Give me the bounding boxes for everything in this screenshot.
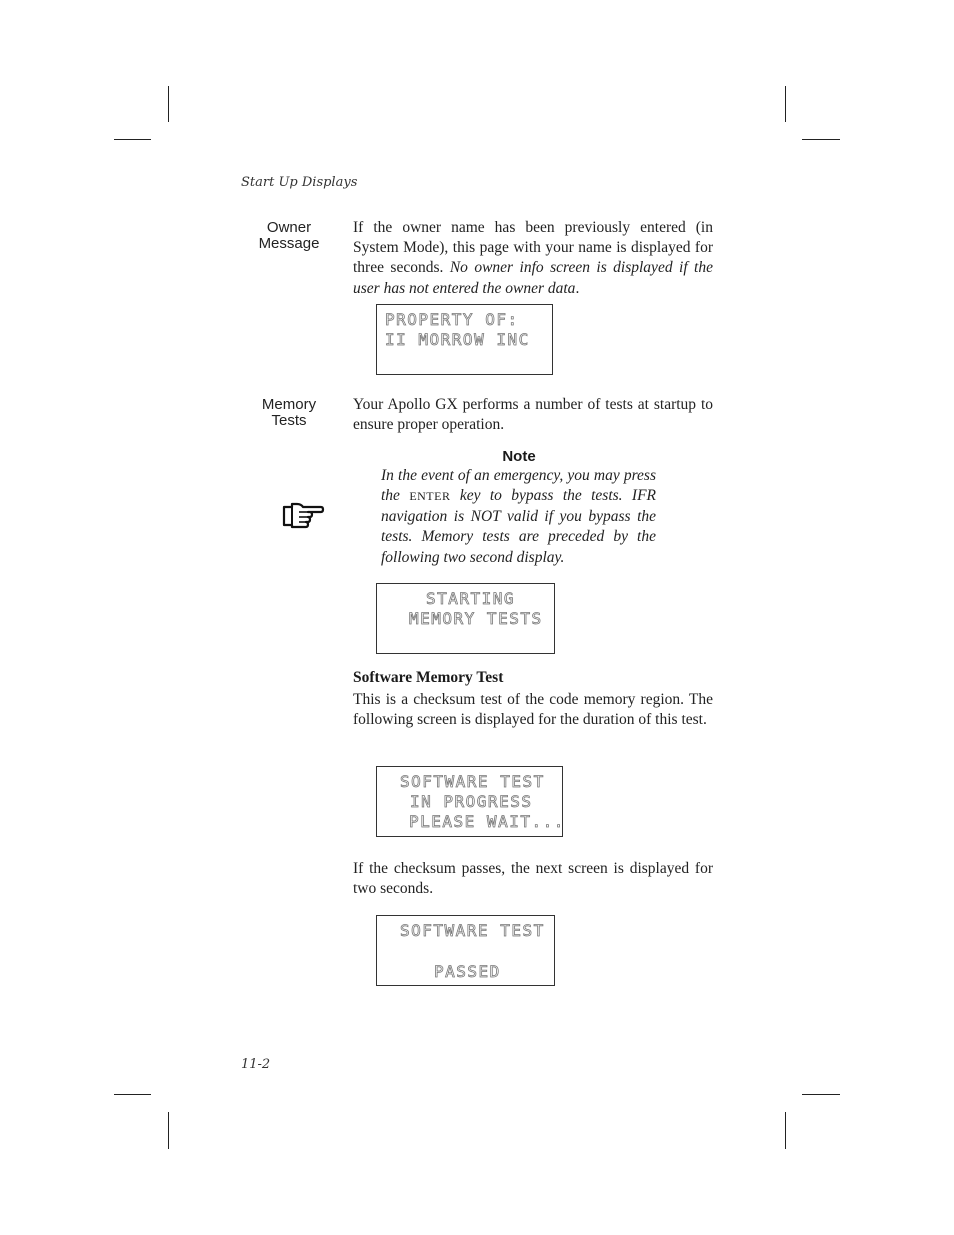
note-title: Note: [502, 448, 536, 465]
lcd-line: II MORROW INC: [385, 330, 530, 349]
lcd-software-test-passed: [376, 915, 555, 986]
note-text: key to bypass the tests. IFR navigation is NOT valid if you bypass the tests. Memory tests are preceded by the following two second display.: [381, 487, 657, 566]
crop-mark: [168, 1112, 169, 1149]
lcd-software-test-progress: [376, 766, 563, 837]
lcd-line: PLEASE WAIT...: [409, 812, 565, 831]
side-label-line: Message: [258, 235, 320, 252]
body-text: If the owner name has been previously entered (in System Mode), this page with your name is displayed for three seconds.: [353, 219, 713, 277]
lcd-owner-screen: [376, 304, 553, 375]
crop-mark: [785, 1112, 786, 1149]
running-header: Start Up Displays: [241, 175, 358, 190]
lcd-line: IN PROGRESS: [410, 792, 533, 811]
pointing-hand-icon: [281, 500, 325, 530]
lcd-starting-memory-tests: [376, 583, 555, 654]
lcd-line: SOFTWARE TEST: [400, 921, 545, 940]
side-label-memory-tests: [248, 397, 330, 429]
lcd-line: SOFTWARE TEST: [400, 772, 545, 791]
software-test-paragraph: This is a checksum test of the code memory region. The following screen is displayed for the duration of this test.: [353, 691, 713, 729]
side-label-line: Memory: [261, 396, 317, 413]
crop-mark: [114, 139, 151, 140]
lcd-line: PROPERTY OF:: [385, 310, 519, 329]
lcd-line: PASSED: [434, 962, 501, 981]
crop-mark: [802, 1094, 840, 1095]
owner-message-paragraph: [353, 218, 713, 299]
crop-mark: [802, 139, 840, 140]
checksum-pass-paragraph: If the checksum passes, the next screen is displayed for two seconds.: [353, 860, 713, 898]
side-label-owner-message: [248, 220, 330, 252]
page-number: 11-2: [241, 1057, 271, 1072]
software-memory-test-heading: Software Memory Test: [353, 669, 504, 686]
memory-tests-paragraph: Your Apollo GX performs a number of tests at startup to ensure proper operation.: [353, 396, 713, 434]
lcd-line: STARTING: [426, 589, 516, 608]
crop-mark: [114, 1094, 151, 1095]
crop-mark: [785, 86, 786, 122]
note-body: [381, 466, 656, 568]
note-text: In the event of an emergency, you may press the: [381, 467, 656, 505]
lcd-line: MEMORY TESTS: [409, 609, 543, 628]
italic-text: No owner info screen is displayed if the user has not entered the owner data: [353, 259, 713, 297]
body-text: .: [575, 279, 580, 297]
side-label-line: Tests: [271, 412, 307, 429]
side-label-line: Owner: [266, 219, 312, 236]
enter-key-label: ENTER: [409, 489, 451, 504]
crop-mark: [168, 86, 169, 122]
